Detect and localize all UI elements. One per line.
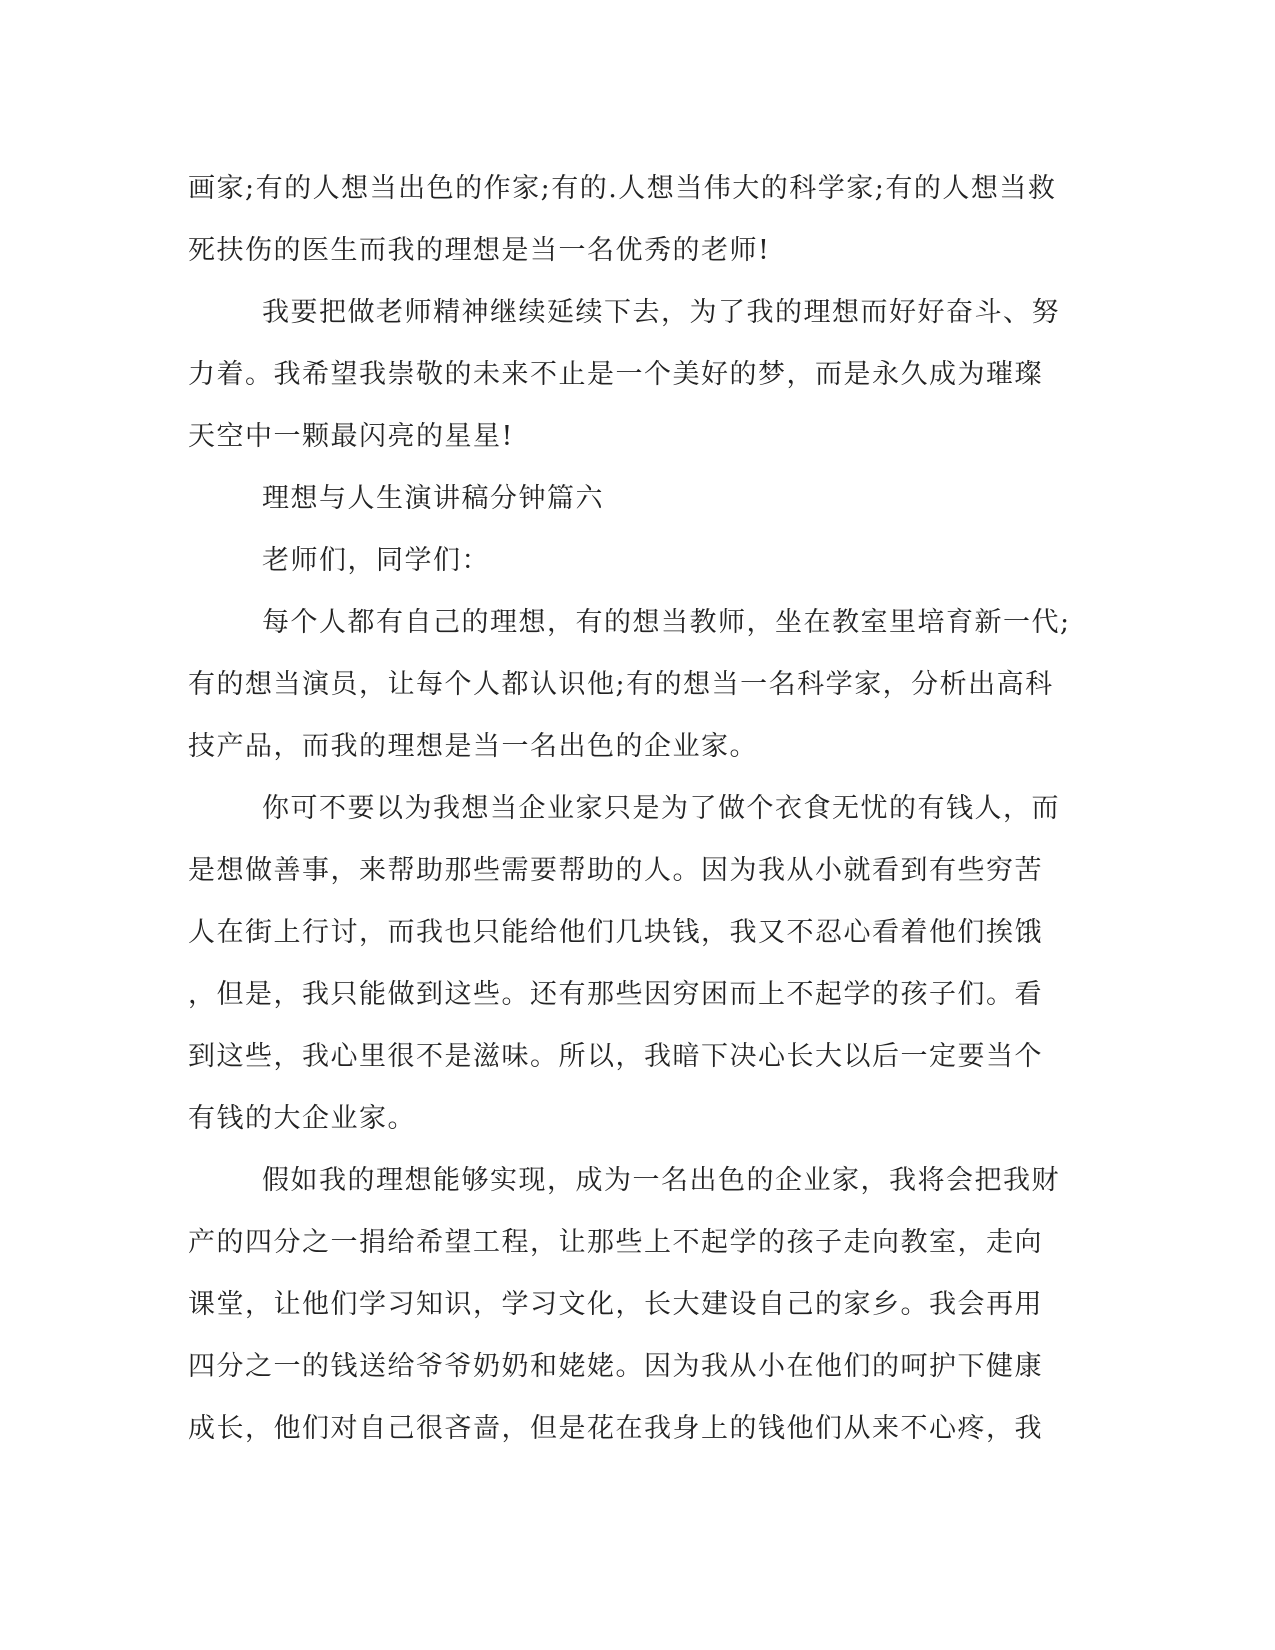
text-line: 每个人都有自己的理想，有的想当教师，坐在教室里培育新一代; <box>262 607 1071 638</box>
text-line: 技产品，而我的理想是当一名出色的企业家。 <box>188 731 758 762</box>
text-line: 课堂，让他们学习知识，学习文化，长大建设自己的家乡。我会再用 <box>188 1289 1043 1320</box>
text-line: 力着。我希望我崇敬的未来不止是一个美好的梦，而是永久成为璀璨 <box>188 359 1043 390</box>
text-line: 成长，他们对自己很吝啬，但是花在我身上的钱他们从来不心疼，我 <box>188 1413 1043 1444</box>
text-line: 是想做善事，来帮助那些需要帮助的人。因为我从小就看到有些穷苦 <box>188 855 1043 886</box>
text-line: 有钱的大企业家。 <box>188 1103 416 1134</box>
text-line: 人在街上行讨，而我也只能给他们几块钱，我又不忍心看着他们挨饿 <box>188 917 1043 948</box>
document-body <box>188 158 1071 1460</box>
text-line: 我要把做老师精神继续延续下去，为了我的理想而好好奋斗、努 <box>262 297 1060 328</box>
text-line: 你可不要以为我想当企业家只是为了做个衣食无忧的有钱人，而 <box>262 793 1060 824</box>
text-line: 假如我的理想能够实现，成为一名出色的企业家，我将会把我财 <box>262 1165 1060 1196</box>
text-line: 有的想当演员，让每个人都认识他;有的想当一名科学家，分析出高科 <box>188 669 1054 700</box>
text-line: ，但是，我只能做到这些。还有那些因穷困而上不起学的孩子们。看 <box>188 979 1043 1010</box>
text-line: 天空中一颗最闪亮的星星! <box>188 421 514 452</box>
text-line: 四分之一的钱送给爷爷奶奶和姥姥。因为我从小在他们的呵护下健康 <box>188 1351 1043 1382</box>
text-line: 死扶伤的医生而我的理想是当一名优秀的老师! <box>188 235 771 266</box>
salutation: 老师们，同学们： <box>262 545 490 576</box>
text-line: 画家;有的人想当出色的作家;有的.人想当伟大的科学家;有的人想当救 <box>188 173 1057 204</box>
text-line: 到这些，我心里很不是滋味。所以，我暗下决心长大以后一定要当个 <box>188 1041 1043 1072</box>
section-heading: 理想与人生演讲稿分钟篇六 <box>262 483 604 514</box>
text-line: 产的四分之一捐给希望工程，让那些上不起学的孩子走向教室，走向 <box>188 1227 1043 1258</box>
